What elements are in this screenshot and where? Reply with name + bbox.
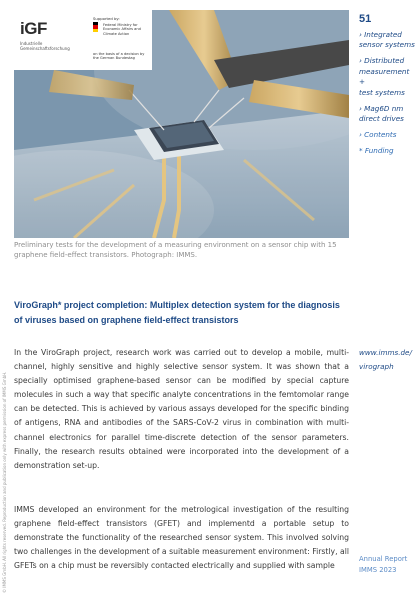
annual-report-label: Annual Report IMMS 2023 — [359, 555, 408, 574]
federal-eagle-icon — [93, 22, 99, 32]
nav-item-distributed-measurement[interactable]: › Distributed measurement + test systems — [359, 56, 410, 97]
body-paragraph-2: IMMS developed an environment for the metrological investigation of the resulting graphene field-effect transistors (GFET) and implementd a portable setup to demonstrate the functionality of the researched sensor system. This involved solving two challenges in the development of a suitable measurement environment: Firstly, all GFETs on a chip must be reversibly contacted electrically and supplied with sample — [14, 505, 349, 571]
bmwk-logo — [93, 16, 149, 61]
page-number: 51 — [359, 13, 372, 25]
bmwk-basis: on the basis of a decision by the German Bundestag — [93, 52, 145, 61]
igf-subtitle: Industrielle Gemeinschaftsforschung — [20, 41, 70, 51]
photo-caption: Preliminary tests for the development of a measuring environment on a sensor chip with 15 graphene field-effect transistors. Photograph: IMMS. — [14, 241, 337, 259]
bmwk-name: Federal Ministry for Economic Affairs and Climate Action — [103, 23, 141, 36]
body-paragraph-1: In the ViroGraph project, research work was carried out to develop a mobile, multi-channel, highly sensitive and highly selective sensor system. It was shown that a specially optimised graphene-based sensor can be modified by special capture molecules in such a way that specific analyte concentrations in the femtomolar range can be detected. This is achieved by various assays developed for the specific binding of antigens, RNA and antibodies of the SARS-CoV-2 virus in combination with multi-channel electronics for parallel time-discrete detection of the sensor parameters. Finally, the research results obtained were incorporated into the development of a demonstration set-up. — [14, 348, 349, 470]
nav-item-integrated-sensor-systems[interactable]: › Integrated sensor systems — [359, 30, 415, 50]
virograph-link[interactable]: www.imms.de/ virograph — [359, 348, 412, 371]
igf-logo — [20, 19, 47, 39]
nav-item-mag6d-drives[interactable]: › Mag6D nm direct drives — [359, 103, 404, 124]
sidebar-nav — [359, 30, 417, 162]
copyright-notice: © IMMS GmbH. All rights reserved. Reproduction and publication only with express permission of IMMS GmbH. — [2, 371, 7, 593]
nav-item-funding[interactable]: * Funding — [359, 146, 394, 156]
bmwk-supported-by: Supported by: — [93, 16, 120, 21]
article-headline: ViroGraph* project completion: Multiplex detection system for the diagnosis of viruses based on graphene field-effect transistors — [14, 300, 340, 325]
sensor-chip-photo — [14, 10, 349, 238]
igf-logo-text: iGF — [20, 19, 47, 38]
nav-item-contents[interactable]: › Contents — [359, 130, 397, 140]
funding-logos — [14, 10, 152, 70]
